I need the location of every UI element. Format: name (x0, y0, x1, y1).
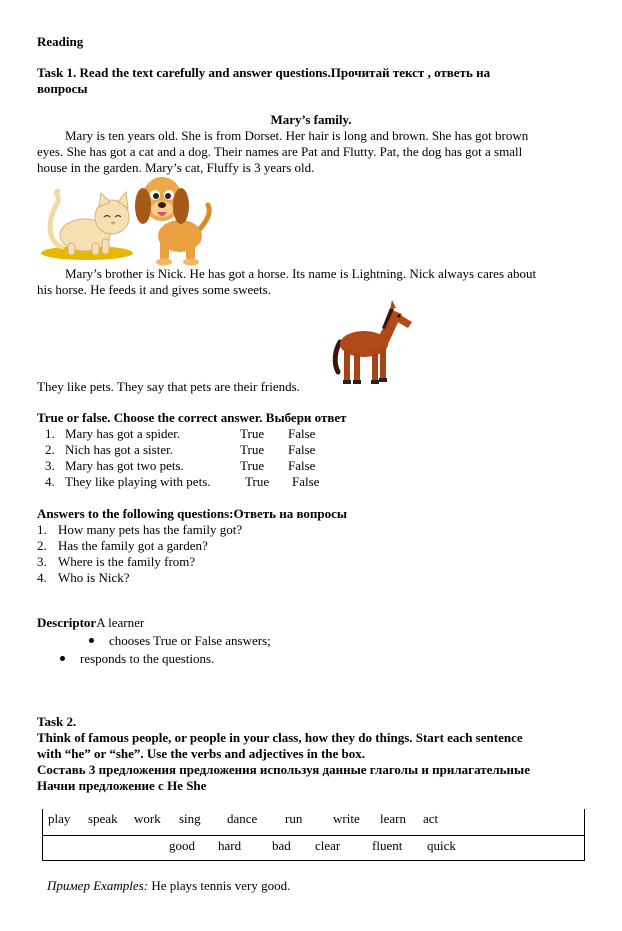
tf-item-false-option[interactable]: False (288, 458, 316, 473)
story-para1-line1: Mary is ten years old. She is from Dorset. Her hair is long and brown. She has got brown (65, 128, 529, 143)
question-text: How many pets has the family got? (58, 522, 243, 537)
verb-word: run (285, 811, 303, 826)
tf-item-num: 3. (45, 458, 55, 473)
adjective-word: good (169, 838, 195, 853)
cat-illustration (40, 187, 135, 262)
verb-word: play (48, 811, 71, 826)
verb-word: speak (88, 811, 118, 826)
verb-word: sing (179, 811, 201, 826)
story-para1-line3: house in the garden. Mary’s cat, Fluffy is 3 years old. (37, 160, 315, 175)
verb-word: work (134, 811, 161, 826)
tf-item-true-option[interactable]: True (240, 442, 265, 457)
horse-illustration (332, 294, 418, 390)
task1-title-line2: вопросы (37, 81, 88, 96)
task2-line2: with “he” or “she”. Use the verbs and adjectives in the box. (37, 746, 366, 761)
word-box (42, 809, 585, 861)
bullet-icon (89, 638, 94, 643)
tf-item-true-option[interactable]: True (245, 474, 270, 489)
adjective-word: clear (315, 838, 341, 853)
story-para3: They like pets. They say that pets are their friends. (37, 379, 300, 394)
tf-item-text: Nich has got a sister. (65, 442, 173, 457)
question-text: Where is the family from? (58, 554, 196, 569)
tf-item-num: 2. (45, 442, 55, 457)
adjective-word: fluent (372, 838, 403, 853)
answers-title: Answers to the following questions:Ответь на вопросы (37, 506, 348, 521)
descriptor-bullet-1: chooses True or False answers; (109, 633, 271, 648)
story-para1-line2: eyes. She has got a cat and a dog. Their names are Pat and Flutty. Pat, the dog has got a small (37, 144, 523, 159)
story-para2-line2: his horse. He feeds it and gives some sweets. (37, 282, 271, 297)
example-label: Пример Examples: (47, 878, 149, 893)
true-false-title: True or false. Choose the correct answer. Выбери ответ (37, 410, 347, 425)
question-num: 2. (37, 538, 47, 553)
descriptor-line (37, 615, 144, 631)
verb-word: dance (227, 811, 258, 826)
question-text: Has the family got a garden? (58, 538, 208, 553)
tf-item-false-option[interactable]: False (292, 474, 320, 489)
story-title: Mary’s family. (270, 112, 352, 127)
tf-item-text: Mary has got a spider. (65, 426, 181, 441)
descriptor-label: Descriptor (37, 615, 97, 630)
story-para2-line1: Mary’s brother is Nick. He has got a horse. Its name is Lightning. Nick always cares about (65, 266, 537, 281)
task2-title: Task 2. (37, 714, 77, 729)
question-num: 4. (37, 570, 47, 585)
tf-item-false-option[interactable]: False (288, 442, 316, 457)
tf-item-num: 4. (45, 474, 55, 489)
example-text: He plays tennis very good. (151, 878, 291, 893)
tf-item-false-option[interactable]: False (288, 426, 316, 441)
task2-line3: Составь 3 предложения предложения используя данные глаголы и прилагательные (37, 762, 530, 777)
page-heading: Reading (37, 34, 84, 49)
tf-item-text: Mary has got two pets. (65, 458, 184, 473)
question-num: 1. (37, 522, 47, 537)
question-num: 3. (37, 554, 47, 569)
word-box-divider (43, 835, 584, 836)
descriptor-subject: A learner (96, 615, 145, 630)
tf-item-num: 1. (45, 426, 55, 441)
adjective-word: quick (427, 838, 456, 853)
bullet-icon (60, 656, 65, 661)
task2-line1: Think of famous people, or people in your class, how they do things. Start each sentence (37, 730, 523, 745)
task2-line4: Начни предложение с He She (37, 778, 207, 793)
verb-word: write (333, 811, 360, 826)
tf-item-text: They like playing with pets. (65, 474, 211, 489)
tf-item-true-option[interactable]: True (240, 426, 265, 441)
adjective-word: hard (218, 838, 242, 853)
descriptor-bullet-2: responds to the questions. (80, 651, 215, 666)
question-text: Who is Nick? (58, 570, 130, 585)
adjective-word: bad (272, 838, 291, 853)
tf-item-true-option[interactable]: True (240, 458, 265, 473)
dog-illustration (136, 173, 214, 266)
example-line (47, 878, 290, 894)
verb-word: act (423, 811, 439, 826)
verb-word: learn (380, 811, 406, 826)
task1-title-line1: Task 1. Read the text carefully and answer questions.Прочитай текст , ответь на (37, 65, 491, 80)
